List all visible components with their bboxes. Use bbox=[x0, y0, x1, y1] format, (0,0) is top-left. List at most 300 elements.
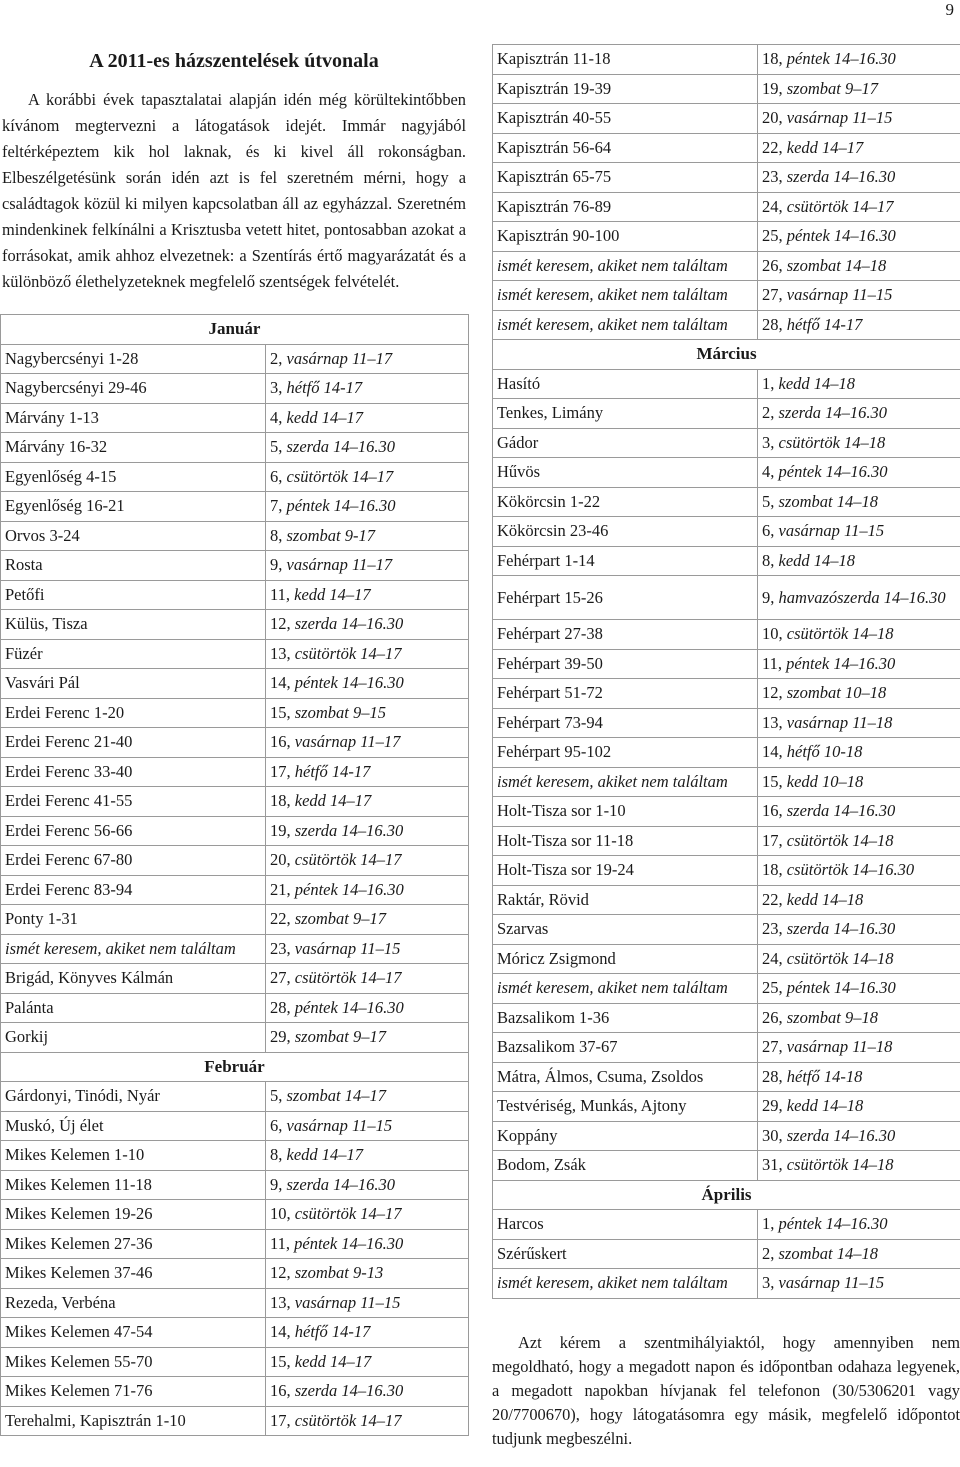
weekday-time: szombat 9–17 bbox=[787, 79, 878, 98]
schedule-row bbox=[493, 487, 960, 517]
day-number: 13, bbox=[270, 644, 291, 663]
day-number: 1, bbox=[762, 1214, 774, 1233]
schedule-row bbox=[493, 738, 960, 768]
day-number: 11, bbox=[762, 654, 782, 673]
schedule-row bbox=[493, 1003, 960, 1033]
street-cell: Külüs, Tisza bbox=[1, 610, 266, 640]
street-cell: Nagybercsényi 29-46 bbox=[1, 374, 266, 404]
day-number: 27, bbox=[762, 1037, 783, 1056]
schedule-row bbox=[493, 133, 960, 163]
day-number: 22, bbox=[762, 138, 783, 157]
date-cell bbox=[266, 934, 469, 964]
day-number: 6, bbox=[762, 521, 774, 540]
weekday-time: csütörtök 14–16.30 bbox=[787, 860, 914, 879]
day-number: 9, bbox=[270, 1175, 282, 1194]
weekday-time: péntek 14–16.30 bbox=[295, 673, 404, 692]
day-number: 23, bbox=[270, 939, 291, 958]
schedule-row bbox=[493, 915, 960, 945]
weekday-time: vasárnap 11–18 bbox=[787, 713, 893, 732]
schedule-row bbox=[1, 433, 469, 463]
street-cell: Fehérpart 15-26 bbox=[493, 576, 758, 620]
date-cell bbox=[266, 1170, 469, 1200]
date-cell bbox=[758, 856, 960, 886]
month-header-row bbox=[493, 1180, 960, 1210]
date-cell bbox=[266, 521, 469, 551]
date-cell bbox=[758, 1239, 960, 1269]
day-number: 9, bbox=[270, 555, 282, 574]
date-cell bbox=[758, 163, 960, 193]
day-number: 9, bbox=[762, 588, 774, 607]
street-cell: Kapisztrán 56-64 bbox=[493, 133, 758, 163]
date-cell bbox=[266, 1318, 469, 1348]
day-number: 17, bbox=[270, 1411, 291, 1430]
street-cell: Holt-Tisza sor 19-24 bbox=[493, 856, 758, 886]
schedule-row bbox=[1, 462, 469, 492]
weekday-time: kedd 14–17 bbox=[295, 1352, 372, 1371]
schedule-table-left bbox=[0, 314, 469, 1436]
date-cell bbox=[266, 964, 469, 994]
day-number: 2, bbox=[270, 349, 282, 368]
date-cell bbox=[266, 580, 469, 610]
street-cell: Vasvári Pál bbox=[1, 669, 266, 699]
schedule-row bbox=[1, 580, 469, 610]
schedule-row bbox=[1, 1259, 469, 1289]
day-number: 31, bbox=[762, 1155, 783, 1174]
street-cell: Koppány bbox=[493, 1121, 758, 1151]
schedule-row bbox=[1, 403, 469, 433]
schedule-row bbox=[1, 521, 469, 551]
day-number: 15, bbox=[762, 772, 783, 791]
schedule-row bbox=[493, 546, 960, 576]
date-cell bbox=[266, 1347, 469, 1377]
day-number: 2, bbox=[762, 403, 774, 422]
street-cell: Márvány 16-32 bbox=[1, 433, 266, 463]
schedule-table-right bbox=[492, 44, 960, 1299]
day-number: 23, bbox=[762, 919, 783, 938]
weekday-time: vasárnap 11–17 bbox=[287, 349, 393, 368]
street-cell: Kapisztrán 76-89 bbox=[493, 192, 758, 222]
month-header-row bbox=[1, 1052, 469, 1082]
day-number: 16, bbox=[270, 1381, 291, 1400]
day-number: 3, bbox=[762, 1273, 774, 1292]
schedule-row bbox=[493, 104, 960, 134]
date-cell bbox=[266, 492, 469, 522]
date-cell bbox=[758, 797, 960, 827]
weekday-time: szerda 14–16.30 bbox=[787, 919, 895, 938]
street-cell: ismét keresem, akiket nem találtam bbox=[493, 281, 758, 311]
date-cell bbox=[758, 620, 960, 650]
schedule-row bbox=[1, 964, 469, 994]
day-number: 8, bbox=[270, 1145, 282, 1164]
day-number: 13, bbox=[270, 1293, 291, 1312]
schedule-row bbox=[493, 1062, 960, 1092]
schedule-row bbox=[493, 251, 960, 281]
day-number: 27, bbox=[762, 285, 783, 304]
date-cell bbox=[266, 698, 469, 728]
street-cell: Kapisztrán 19-39 bbox=[493, 74, 758, 104]
schedule-row bbox=[493, 1269, 960, 1299]
street-cell: Gádor bbox=[493, 428, 758, 458]
weekday-time: kedd 14–17 bbox=[294, 585, 371, 604]
weekday-time: szerda 14–16.30 bbox=[287, 437, 395, 456]
schedule-row bbox=[493, 1092, 960, 1122]
date-cell bbox=[758, 915, 960, 945]
street-cell: Egyenlőség 16-21 bbox=[1, 492, 266, 522]
weekday-time: vasárnap 11–15 bbox=[779, 521, 885, 540]
street-cell: Erdei Ferenc 33-40 bbox=[1, 757, 266, 787]
street-cell: Mikes Kelemen 55-70 bbox=[1, 1347, 266, 1377]
street-cell: Tenkes, Limány bbox=[493, 399, 758, 429]
month-header-row bbox=[1, 315, 469, 345]
schedule-row bbox=[493, 767, 960, 797]
schedule-row bbox=[493, 974, 960, 1004]
date-cell bbox=[266, 1200, 469, 1230]
street-cell: Gárdonyi, Tinódi, Nyár bbox=[1, 1082, 266, 1112]
day-number: 3, bbox=[762, 433, 774, 452]
weekday-time: péntek 14–16.30 bbox=[787, 49, 896, 68]
day-number: 14, bbox=[762, 742, 783, 761]
schedule-row bbox=[493, 458, 960, 488]
day-number: 5, bbox=[270, 437, 282, 456]
schedule-row bbox=[1, 787, 469, 817]
street-cell: Orvos 3-24 bbox=[1, 521, 266, 551]
schedule-row bbox=[1, 492, 469, 522]
street-cell: Petőfi bbox=[1, 580, 266, 610]
month-header: Április bbox=[493, 1180, 960, 1210]
date-cell bbox=[758, 45, 960, 75]
street-cell: ismét keresem, akiket nem találtam bbox=[1, 934, 266, 964]
day-number: 16, bbox=[270, 732, 291, 751]
date-cell bbox=[758, 767, 960, 797]
schedule-row bbox=[1, 1377, 469, 1407]
day-number: 11, bbox=[270, 585, 290, 604]
schedule-row bbox=[493, 517, 960, 547]
street-cell: Mikes Kelemen 27-36 bbox=[1, 1229, 266, 1259]
street-cell: Móricz Zsigmond bbox=[493, 944, 758, 974]
weekday-time: hétfő 14-17 bbox=[787, 315, 863, 334]
date-cell bbox=[266, 1229, 469, 1259]
schedule-row bbox=[1, 639, 469, 669]
weekday-time: vasárnap 11–15 bbox=[295, 1293, 401, 1312]
weekday-time: vasárnap 11–17 bbox=[287, 555, 393, 574]
street-cell: Brigád, Könyves Kálmán bbox=[1, 964, 266, 994]
schedule-row bbox=[1, 905, 469, 935]
day-number: 14, bbox=[270, 673, 291, 692]
weekday-time: kedd 14–18 bbox=[779, 374, 856, 393]
day-number: 1, bbox=[762, 374, 774, 393]
schedule-row bbox=[493, 679, 960, 709]
street-cell: Fehérpart 95-102 bbox=[493, 738, 758, 768]
street-cell: Erdei Ferenc 1-20 bbox=[1, 698, 266, 728]
street-cell: ismét keresem, akiket nem találtam bbox=[493, 767, 758, 797]
weekday-time: csütörtök 14–17 bbox=[295, 968, 402, 987]
street-cell: Mikes Kelemen 71-76 bbox=[1, 1377, 266, 1407]
street-cell: Mikes Kelemen 11-18 bbox=[1, 1170, 266, 1200]
street-cell: Füzér bbox=[1, 639, 266, 669]
date-cell bbox=[758, 192, 960, 222]
date-cell bbox=[266, 639, 469, 669]
day-number: 5, bbox=[270, 1086, 282, 1105]
date-cell bbox=[758, 546, 960, 576]
day-number: 21, bbox=[270, 880, 291, 899]
weekday-time: szerda 14–16.30 bbox=[295, 1381, 403, 1400]
street-cell: Gorkij bbox=[1, 1023, 266, 1053]
date-cell bbox=[266, 551, 469, 581]
schedule-row bbox=[493, 192, 960, 222]
weekday-time: szombat 9-13 bbox=[295, 1263, 383, 1282]
day-number: 27, bbox=[270, 968, 291, 987]
date-cell bbox=[266, 905, 469, 935]
date-cell bbox=[758, 1033, 960, 1063]
street-cell: Rezeda, Verbéna bbox=[1, 1288, 266, 1318]
street-cell: Erdei Ferenc 67-80 bbox=[1, 846, 266, 876]
date-cell bbox=[266, 816, 469, 846]
day-number: 16, bbox=[762, 801, 783, 820]
article-title: A 2011-es házszentelések útvonala bbox=[0, 50, 468, 73]
date-cell bbox=[266, 846, 469, 876]
schedule-row bbox=[1, 1200, 469, 1230]
street-cell: Hasító bbox=[493, 369, 758, 399]
schedule-row bbox=[493, 1033, 960, 1063]
street-cell: Ponty 1-31 bbox=[1, 905, 266, 935]
schedule-row bbox=[1, 698, 469, 728]
street-cell: Kökörcsin 1-22 bbox=[493, 487, 758, 517]
street-cell: Egyenlőség 4-15 bbox=[1, 462, 266, 492]
day-number: 13, bbox=[762, 713, 783, 732]
weekday-time: szombat 14–18 bbox=[779, 492, 878, 511]
schedule-row bbox=[1, 816, 469, 846]
date-cell bbox=[266, 1023, 469, 1053]
date-cell bbox=[758, 104, 960, 134]
weekday-time: szerda 14–16.30 bbox=[787, 167, 895, 186]
schedule-row bbox=[493, 310, 960, 340]
weekday-time: szombat 14–18 bbox=[779, 1244, 878, 1263]
weekday-time: kedd 14–17 bbox=[295, 791, 372, 810]
weekday-time: péntek 14–16.30 bbox=[779, 1214, 888, 1233]
day-number: 17, bbox=[270, 762, 291, 781]
date-cell bbox=[266, 1082, 469, 1112]
weekday-time: kedd 14–18 bbox=[787, 890, 864, 909]
date-cell bbox=[266, 875, 469, 905]
date-cell bbox=[266, 669, 469, 699]
date-cell bbox=[758, 1121, 960, 1151]
street-cell: Kapisztrán 11-18 bbox=[493, 45, 758, 75]
schedule-row bbox=[1, 993, 469, 1023]
street-cell: Bodom, Zsák bbox=[493, 1151, 758, 1181]
street-cell: Szarvas bbox=[493, 915, 758, 945]
weekday-time: kedd 14–18 bbox=[779, 551, 856, 570]
day-number: 29, bbox=[762, 1096, 783, 1115]
weekday-time: vasárnap 11–15 bbox=[787, 285, 893, 304]
date-cell bbox=[266, 610, 469, 640]
weekday-time: kedd 14–18 bbox=[787, 1096, 864, 1115]
street-cell: Fehérpart 27-38 bbox=[493, 620, 758, 650]
date-cell bbox=[266, 433, 469, 463]
day-number: 29, bbox=[270, 1027, 291, 1046]
weekday-time: szombat 14–18 bbox=[787, 256, 886, 275]
schedule-row bbox=[493, 620, 960, 650]
left-column bbox=[0, 44, 468, 1436]
weekday-time: csütörtök 14–17 bbox=[295, 850, 402, 869]
weekday-time: csütörtök 14–18 bbox=[787, 1155, 894, 1174]
weekday-time: kedd 14–17 bbox=[287, 408, 364, 427]
day-number: 4, bbox=[762, 462, 774, 481]
street-cell: Hűvös bbox=[493, 458, 758, 488]
date-cell bbox=[758, 1210, 960, 1240]
weekday-time: vasárnap 11–15 bbox=[295, 939, 401, 958]
day-number: 18, bbox=[270, 791, 291, 810]
weekday-time: szerda 14–16.30 bbox=[287, 1175, 395, 1194]
weekday-time: péntek 14–16.30 bbox=[294, 1234, 403, 1253]
street-cell: Erdei Ferenc 21-40 bbox=[1, 728, 266, 758]
schedule-row bbox=[493, 944, 960, 974]
weekday-time: péntek 14–16.30 bbox=[786, 654, 895, 673]
street-cell: Bazsalikom 37-67 bbox=[493, 1033, 758, 1063]
month-header-row bbox=[493, 340, 960, 370]
day-number: 25, bbox=[762, 978, 783, 997]
street-cell: Márvány 1-13 bbox=[1, 403, 266, 433]
day-number: 28, bbox=[270, 998, 291, 1017]
schedule-row bbox=[493, 399, 960, 429]
day-number: 19, bbox=[270, 821, 291, 840]
street-cell: Mikes Kelemen 37-46 bbox=[1, 1259, 266, 1289]
weekday-time: szombat 10–18 bbox=[787, 683, 886, 702]
weekday-time: csütörtök 14–17 bbox=[787, 197, 894, 216]
schedule-row bbox=[493, 222, 960, 252]
street-cell: Erdei Ferenc 41-55 bbox=[1, 787, 266, 817]
date-cell bbox=[266, 462, 469, 492]
weekday-time: szombat 9–18 bbox=[787, 1008, 878, 1027]
day-number: 15, bbox=[270, 703, 291, 722]
date-cell bbox=[758, 576, 960, 620]
weekday-time: hétfő 10-18 bbox=[787, 742, 863, 761]
day-number: 22, bbox=[270, 909, 291, 928]
street-cell: Raktár, Rövid bbox=[493, 885, 758, 915]
date-cell bbox=[758, 679, 960, 709]
weekday-time: hétfő 14-17 bbox=[295, 762, 371, 781]
street-cell: Erdei Ferenc 83-94 bbox=[1, 875, 266, 905]
weekday-time: péntek 14–16.30 bbox=[295, 880, 404, 899]
weekday-time: vasárnap 11–18 bbox=[787, 1037, 893, 1056]
date-cell bbox=[758, 1269, 960, 1299]
closing-paragraph: Azt kérem a szentmihályiaktól, hogy amennyiben nem megoldható, hogy a megadott napon és időpontban odahaza legyenek, a megadott napokban hívjanak fel telefonon (30/5306201 vagy 20/7700670), hogy látogatásomra egy másik, megfelelő időpontot tudjunk megbeszélni. bbox=[492, 1331, 960, 1451]
weekday-time: csütörtök 14–18 bbox=[787, 949, 894, 968]
day-number: 18, bbox=[762, 49, 783, 68]
schedule-row bbox=[1, 1347, 469, 1377]
schedule-row bbox=[1, 728, 469, 758]
day-number: 24, bbox=[762, 197, 783, 216]
date-cell bbox=[758, 826, 960, 856]
street-cell: Mikes Kelemen 19-26 bbox=[1, 1200, 266, 1230]
date-cell bbox=[758, 649, 960, 679]
schedule-row bbox=[1, 934, 469, 964]
date-cell bbox=[266, 1259, 469, 1289]
schedule-row bbox=[493, 856, 960, 886]
weekday-time: péntek 14–16.30 bbox=[295, 998, 404, 1017]
day-number: 30, bbox=[762, 1126, 783, 1145]
weekday-time: csütörtök 14–18 bbox=[787, 624, 894, 643]
date-cell bbox=[266, 787, 469, 817]
day-number: 6, bbox=[270, 467, 282, 486]
date-cell bbox=[758, 708, 960, 738]
schedule-row bbox=[1, 1229, 469, 1259]
street-cell: Holt-Tisza sor 11-18 bbox=[493, 826, 758, 856]
street-cell: Muskó, Új élet bbox=[1, 1111, 266, 1141]
weekday-time: csütörtök 14–18 bbox=[787, 831, 894, 850]
weekday-time: szombat 9–15 bbox=[295, 703, 386, 722]
street-cell: Harcos bbox=[493, 1210, 758, 1240]
schedule-row bbox=[493, 885, 960, 915]
date-cell bbox=[758, 487, 960, 517]
weekday-time: kedd 14–17 bbox=[287, 1145, 364, 1164]
weekday-time: hétfő 14-17 bbox=[295, 1322, 371, 1341]
street-cell: Mátra, Álmos, Csuma, Zsoldos bbox=[493, 1062, 758, 1092]
schedule-row bbox=[493, 1239, 960, 1269]
street-cell: ismét keresem, akiket nem találtam bbox=[493, 310, 758, 340]
street-cell: ismét keresem, akiket nem találtam bbox=[493, 974, 758, 1004]
schedule-row bbox=[1, 1023, 469, 1053]
weekday-time: szerda 14–16.30 bbox=[779, 403, 887, 422]
date-cell bbox=[266, 993, 469, 1023]
day-number: 19, bbox=[762, 79, 783, 98]
date-cell bbox=[758, 281, 960, 311]
schedule-row bbox=[493, 369, 960, 399]
date-cell bbox=[758, 1092, 960, 1122]
schedule-row bbox=[493, 649, 960, 679]
day-number: 24, bbox=[762, 949, 783, 968]
street-cell: Erdei Ferenc 56-66 bbox=[1, 816, 266, 846]
date-cell bbox=[266, 728, 469, 758]
weekday-time: vasárnap 11–15 bbox=[787, 108, 893, 127]
weekday-time: csütörtök 14–17 bbox=[295, 1204, 402, 1223]
day-number: 12, bbox=[270, 1263, 291, 1282]
day-number: 26, bbox=[762, 256, 783, 275]
street-cell: Fehérpart 1-14 bbox=[493, 546, 758, 576]
day-number: 22, bbox=[762, 890, 783, 909]
schedule-row bbox=[1, 846, 469, 876]
weekday-time: szerda 14–16.30 bbox=[295, 821, 403, 840]
schedule-row bbox=[1, 610, 469, 640]
weekday-time: péntek 14–16.30 bbox=[779, 462, 888, 481]
month-header: Március bbox=[493, 340, 960, 370]
weekday-time: hétfő 14-18 bbox=[787, 1067, 863, 1086]
schedule-row bbox=[493, 281, 960, 311]
schedule-row bbox=[493, 45, 960, 75]
schedule-row bbox=[493, 1121, 960, 1151]
date-cell bbox=[266, 403, 469, 433]
schedule-row bbox=[493, 826, 960, 856]
date-cell bbox=[758, 458, 960, 488]
day-number: 18, bbox=[762, 860, 783, 879]
date-cell bbox=[758, 133, 960, 163]
weekday-time: szerda 14–16.30 bbox=[787, 801, 895, 820]
weekday-time: szombat 9–17 bbox=[295, 1027, 386, 1046]
weekday-time: hamvazószerda 14–16.30 bbox=[779, 588, 946, 607]
schedule-row bbox=[1, 551, 469, 581]
date-cell bbox=[758, 517, 960, 547]
date-cell bbox=[758, 428, 960, 458]
date-cell bbox=[758, 251, 960, 281]
day-number: 26, bbox=[762, 1008, 783, 1027]
date-cell bbox=[758, 1062, 960, 1092]
date-cell bbox=[266, 1288, 469, 1318]
weekday-time: péntek 14–16.30 bbox=[787, 226, 896, 245]
day-number: 28, bbox=[762, 315, 783, 334]
street-cell: Terehalmi, Kapisztrán 1-10 bbox=[1, 1406, 266, 1436]
schedule-row bbox=[1, 669, 469, 699]
right-column bbox=[492, 44, 960, 1467]
weekday-time: vasárnap 11–15 bbox=[287, 1116, 393, 1135]
